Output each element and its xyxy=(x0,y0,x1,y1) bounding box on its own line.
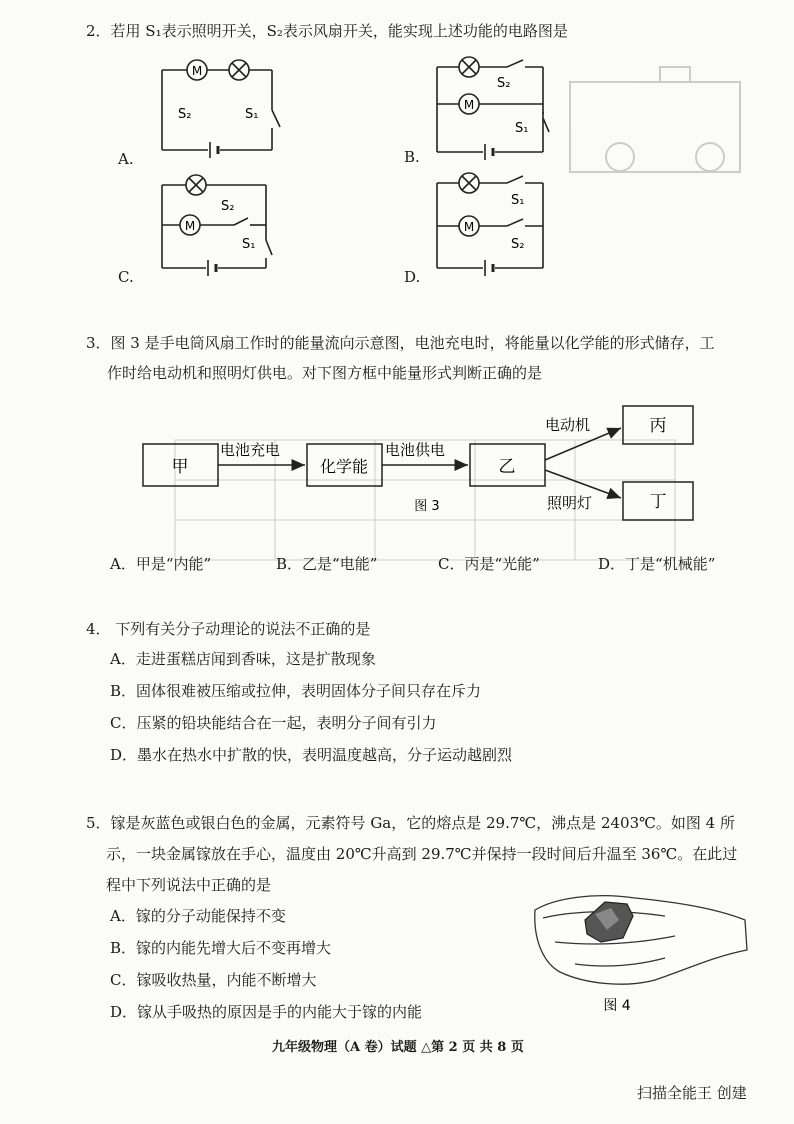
page-footer: 九年级物理（A 卷）试题 △第 2 页 共 8 页 xyxy=(272,1040,524,1055)
q4-option-b: B．固体很难被压缩或拉伸，表明固体分子间只存在斥力 xyxy=(110,682,482,700)
q4-option-d: D．墨水在热水中扩散的快，表明温度越高，分子运动越剧烈 xyxy=(110,746,513,764)
q3-stem-line2: 作时给电动机和照明灯供电。对下图方框中能量形式判断正确的是 xyxy=(107,364,543,382)
circuit-d-s2-label: S₂ xyxy=(511,237,525,252)
q3-option-a: A．甲是“内能” xyxy=(110,555,212,573)
q3-option-d: D．丁是“机械能” xyxy=(598,555,716,573)
q5-option-c: C．镓吸收热量，内能不断增大 xyxy=(110,971,317,989)
circuit-a-s2-label: S₂ xyxy=(178,107,192,122)
motor-symbol: M xyxy=(191,64,203,78)
motor-symbol: M xyxy=(463,98,475,112)
figure-4-caption: 图 4 xyxy=(603,998,631,1014)
box-jia-label: 甲 xyxy=(171,457,189,477)
energy-flow-diagram xyxy=(135,400,705,530)
q3-option-b: B．乙是“电能” xyxy=(276,555,378,573)
q3-stem-line1: 3．图 3 是手电筒风扇工作时的能量流向示意图，电池充电时，将能量以化学能的形式储存，工 xyxy=(86,334,715,352)
arrow-motor-label: 电动机 xyxy=(545,416,591,434)
scanner-watermark: 扫描全能王 创建 xyxy=(637,1084,747,1102)
q5-option-b: B．镓的内能先增大后不变再增大 xyxy=(110,939,332,957)
circuit-a xyxy=(150,55,290,165)
arrow-charge-label: 电池充电 xyxy=(220,441,281,459)
q5-stem-line1: 5．镓是灰蓝色或银白色的金属，元素符号 Ga，它的熔点是 29.7℃，沸点是 2403℃。如图 4 所 xyxy=(86,814,735,832)
box-ding-label: 丁 xyxy=(649,492,667,512)
motor-symbol: M xyxy=(463,220,475,234)
option-b-label: B. xyxy=(404,148,420,166)
circuit-d-s1-label: S₁ xyxy=(511,193,525,208)
q4-option-a: A．走进蛋糕店闻到香味，这是扩散现象 xyxy=(110,650,376,668)
q5-stem-line2: 示，一块金属镓放在手心，温度由 20℃升高到 29.7℃并保持一段时间后升温至 36℃。在此过 xyxy=(106,845,738,863)
box-bing-label: 丙 xyxy=(649,416,667,436)
figure-3-caption: 图 3 xyxy=(414,499,440,514)
arrow-supply-label: 电池供电 xyxy=(385,441,446,459)
hand-with-gallium-figure xyxy=(515,880,755,1014)
q3-option-c: C．丙是“光能” xyxy=(438,555,540,573)
circuit-c xyxy=(148,170,283,280)
arrow-lamp-label: 照明灯 xyxy=(547,494,593,512)
option-c-label: C. xyxy=(118,268,134,286)
circuit-a-s1-label: S₁ xyxy=(245,107,259,122)
q5-stem-line3: 程中下列说法中正确的是 xyxy=(106,876,272,894)
circuit-b-s1-label: S₁ xyxy=(515,121,529,136)
box-yi-label: 乙 xyxy=(498,457,516,477)
q4-stem: 4． 下列有关分子动理论的说法不正确的是 xyxy=(86,620,371,638)
circuit-b-s2-label: S₂ xyxy=(497,76,511,91)
option-a-label: A. xyxy=(118,150,134,168)
circuit-c-s1-label: S₁ xyxy=(242,237,256,252)
motor-symbol: M xyxy=(184,219,196,233)
q2-stem: 2．若用 S₁表示照明开关，S₂表示风扇开关，能实现上述功能的电路图是 xyxy=(86,22,568,40)
option-d-label: D. xyxy=(404,268,421,286)
bleed-through-circuit xyxy=(560,62,760,182)
q4-option-c: C．压紧的铅块能结合在一起，表明分子间有引力 xyxy=(110,714,437,732)
q5-option-a: A．镓的分子动能保持不变 xyxy=(110,907,286,925)
q5-option-d: D．镓从手吸热的原因是手的内能大于镓的内能 xyxy=(110,1003,423,1021)
circuit-b xyxy=(425,52,560,167)
box-chem-label: 化学能 xyxy=(319,457,369,476)
circuit-d xyxy=(425,168,560,283)
circuit-c-s2-label: S₂ xyxy=(221,199,235,214)
